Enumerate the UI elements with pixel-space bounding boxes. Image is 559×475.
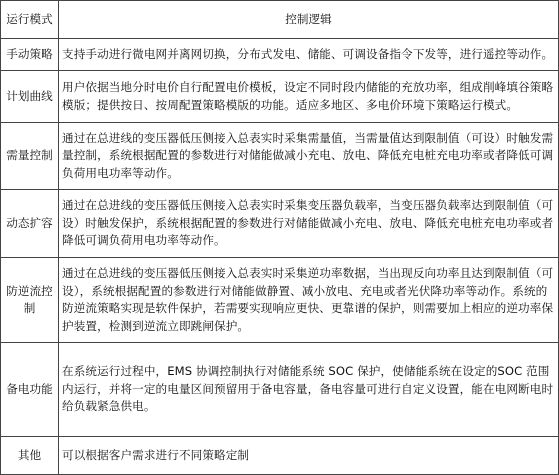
row-logic: 用户依据当地分时电价自行配置电价模板，设定不同时段内储能的充放功率，组成削峰填谷策略模版；提供按日、按周配置策略模版的功能。适应多地区、多电价环境下策略运行模式。 <box>59 71 559 123</box>
row-logic: 可以根据客户需求进行不同策略定制 <box>59 437 559 475</box>
row-mode: 需量控制 <box>1 123 59 190</box>
header-mode: 运行模式 <box>1 1 59 39</box>
row-mode: 手动策略 <box>1 39 59 71</box>
row-logic: 支持手动进行微电网并离网切换，分布式发电、储能、可调设备指令下发等，进行遥控等动作。 <box>59 39 559 71</box>
header-logic: 控制逻辑 <box>59 1 559 39</box>
table-row <box>1 123 559 190</box>
table-header-row <box>1 1 559 39</box>
row-logic: 通过在总进线的变压器低压侧接入总表实时采集逆功率数据，当出现反向功率且达到限制值（可设），系统根据配置的参数进行对储能做静置、减小放电、充电或者光伏降功率等动作。系统的防逆流策略实现是软件保护，若需要实现响应更快、更靠谱的保护，则需要加上相应的逆功率保护装置，检测到逆流立即跳闸保护。 <box>59 258 559 343</box>
table-row <box>1 190 559 258</box>
table-row <box>1 258 559 343</box>
row-mode: 其他 <box>1 437 59 475</box>
row-mode: 备电功能 <box>1 343 59 437</box>
table-row <box>1 71 559 123</box>
row-logic: 在系统运行过程中，EMS 协调控制执行对储能系统 SOC 保护，使储能系统在设定的SOC 范围内运行，并将一定的电量区间预留用于备电容量，备电容量可进行自定义设置，能在电网断电时给负载紧急供电。 <box>59 343 559 437</box>
row-logic: 通过在总进线的变压器低压侧接入总表实时采集变压器负载率，当变压器负载率达到限制值（可设）时触发保护，系统根据配置的参数进行对储能做减小充电、放电、降低充电桩充电功率或者降低可调负荷用电功率等动作。 <box>59 190 559 258</box>
table-row <box>1 437 559 475</box>
row-mode: 防逆流控制 <box>1 258 59 343</box>
table-row <box>1 343 559 437</box>
row-mode: 动态扩容 <box>1 190 59 258</box>
row-logic: 通过在总进线的变压器低压侧接入总表实时采集需量值，当需量值达到限制值（可设）时触发需量控制，系统根据配置的参数进行对储能做减小充电、放电、降低充电桩充电功率或者降低可调负荷用电功率等动作。 <box>59 123 559 190</box>
row-mode: 计划曲线 <box>1 71 59 123</box>
table-row <box>1 39 559 71</box>
